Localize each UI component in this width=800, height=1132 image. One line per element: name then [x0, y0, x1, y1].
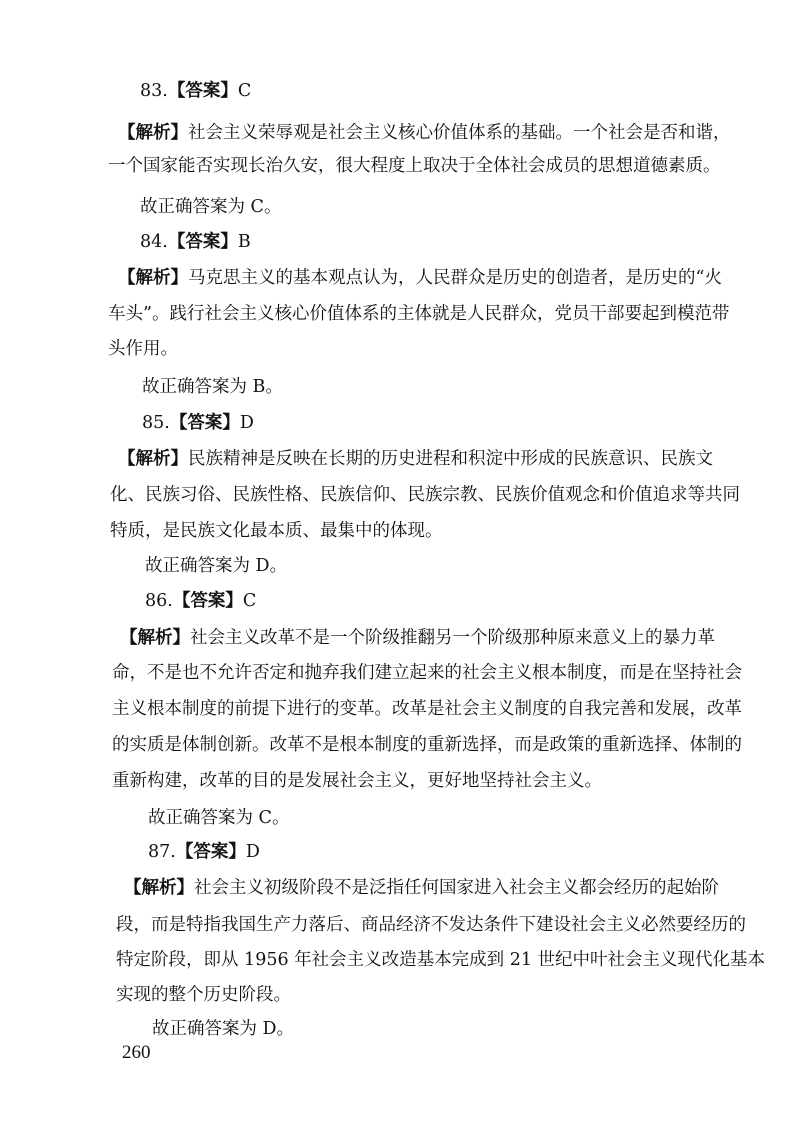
- analysis-tag: 【解析】: [120, 628, 190, 648]
- answer-choice: D: [239, 413, 254, 433]
- analysis-84-line-3: 头作用。: [108, 339, 178, 359]
- analysis-84-line-1: [118, 266, 722, 290]
- answer-87-heading: [148, 840, 260, 864]
- conclusion-86: 故正确答案为 C。: [148, 808, 290, 828]
- analysis-86-line-3: 主义根本制度的前提下进行的变革。改革是社会主义制度的自我完善和发展，改革: [112, 699, 742, 719]
- analysis-text: 社会主义荣辱观是社会主义核心价值体系的基础。一个社会是否和谐，: [188, 123, 731, 143]
- analysis-text: 社会主义初级阶段不是泛指任何国家进入社会主义都会经历的起始阶: [194, 878, 719, 898]
- conclusion-84: 故正确答案为 B。: [142, 377, 283, 397]
- analysis-86-line-5: 重新构建，改革的目的是发展社会主义，更好地坚持社会主义。: [112, 771, 602, 791]
- answer-number: 83.: [140, 81, 168, 101]
- answer-83-heading: [140, 79, 251, 103]
- analysis-tag: 【解析】: [118, 449, 188, 469]
- analysis-84-line-2: 车头”。践行社会主义核心价值体系的主体就是人民群众，党员干部要起到模范带: [108, 304, 730, 324]
- answer-choice: C: [237, 81, 252, 101]
- analysis-85-line-2: 化、民族习俗、民族性格、民族信仰、民族宗教、民族价值观念和价值追求等共同: [110, 485, 740, 505]
- answer-number: 84.: [140, 232, 168, 252]
- conclusion-85: 故正确答案为 D。: [145, 556, 288, 576]
- answer-choice: B: [237, 232, 251, 252]
- analysis-85-line-1: [118, 447, 713, 471]
- answer-choice: D: [245, 842, 260, 862]
- conclusion-83: 故正确答案为 C。: [140, 197, 282, 217]
- answer-number: 85.: [142, 413, 170, 433]
- analysis-86-line-1: [120, 626, 715, 650]
- answer-tag: 【答案】: [169, 413, 240, 433]
- analysis-tag: 【解析】: [118, 123, 188, 143]
- analysis-83-line-1: [118, 121, 731, 145]
- analysis-83-line-2: 一个国家能否实现长治久安，很大程度上取决于全体社会成员的思想道德素质。: [108, 156, 721, 176]
- answer-choice: C: [242, 591, 257, 611]
- analysis-87-line-3: 特定阶段，即从 1956 年社会主义改造基本完成到 21 世纪中叶社会主义现代化基本: [116, 950, 766, 970]
- answer-tag: 【答案】: [167, 81, 238, 101]
- answer-86-heading: [145, 589, 256, 613]
- analysis-87-line-2: 段，而是特指我国生产力落后、商品经济不发达条件下建设社会主义必然要经历的: [116, 915, 746, 935]
- answer-tag: 【答案】: [175, 842, 246, 862]
- page-number: 260: [122, 1042, 151, 1063]
- analysis-text: 马克思主义的基本观点认为，人民群众是历史的创造者，是历史的“火: [188, 268, 722, 288]
- analysis-86-line-4: 的实质是体制创新。改革不是根本制度的重新选择，而是政策的重新选择、体制的: [112, 735, 742, 755]
- analysis-text: 民族精神是反映在长期的历史进程和积淀中形成的民族意识、民族文: [188, 449, 713, 469]
- analysis-87-line-1: [124, 876, 719, 900]
- analysis-text: 社会主义改革不是一个阶级推翻另一个阶级那种原来意义上的暴力革: [190, 628, 715, 648]
- answer-84-heading: [140, 230, 251, 254]
- answer-number: 87.: [148, 842, 176, 862]
- analysis-tag: 【解析】: [124, 878, 194, 898]
- answer-tag: 【答案】: [172, 591, 243, 611]
- analysis-86-line-2: 命，不是也不允许否定和抛弃我们建立起来的社会主义根本制度，而是在坚持社会: [112, 663, 742, 683]
- answer-number: 86.: [145, 591, 173, 611]
- analysis-tag: 【解析】: [118, 268, 188, 288]
- conclusion-87: 故正确答案为 D。: [152, 1019, 295, 1039]
- answer-85-heading: [142, 411, 254, 435]
- analysis-85-line-3: 特质，是民族文化最本质、最集中的体现。: [110, 521, 443, 541]
- answer-tag: 【答案】: [167, 232, 238, 252]
- analysis-87-line-4: 实现的整个历史阶段。: [116, 985, 291, 1005]
